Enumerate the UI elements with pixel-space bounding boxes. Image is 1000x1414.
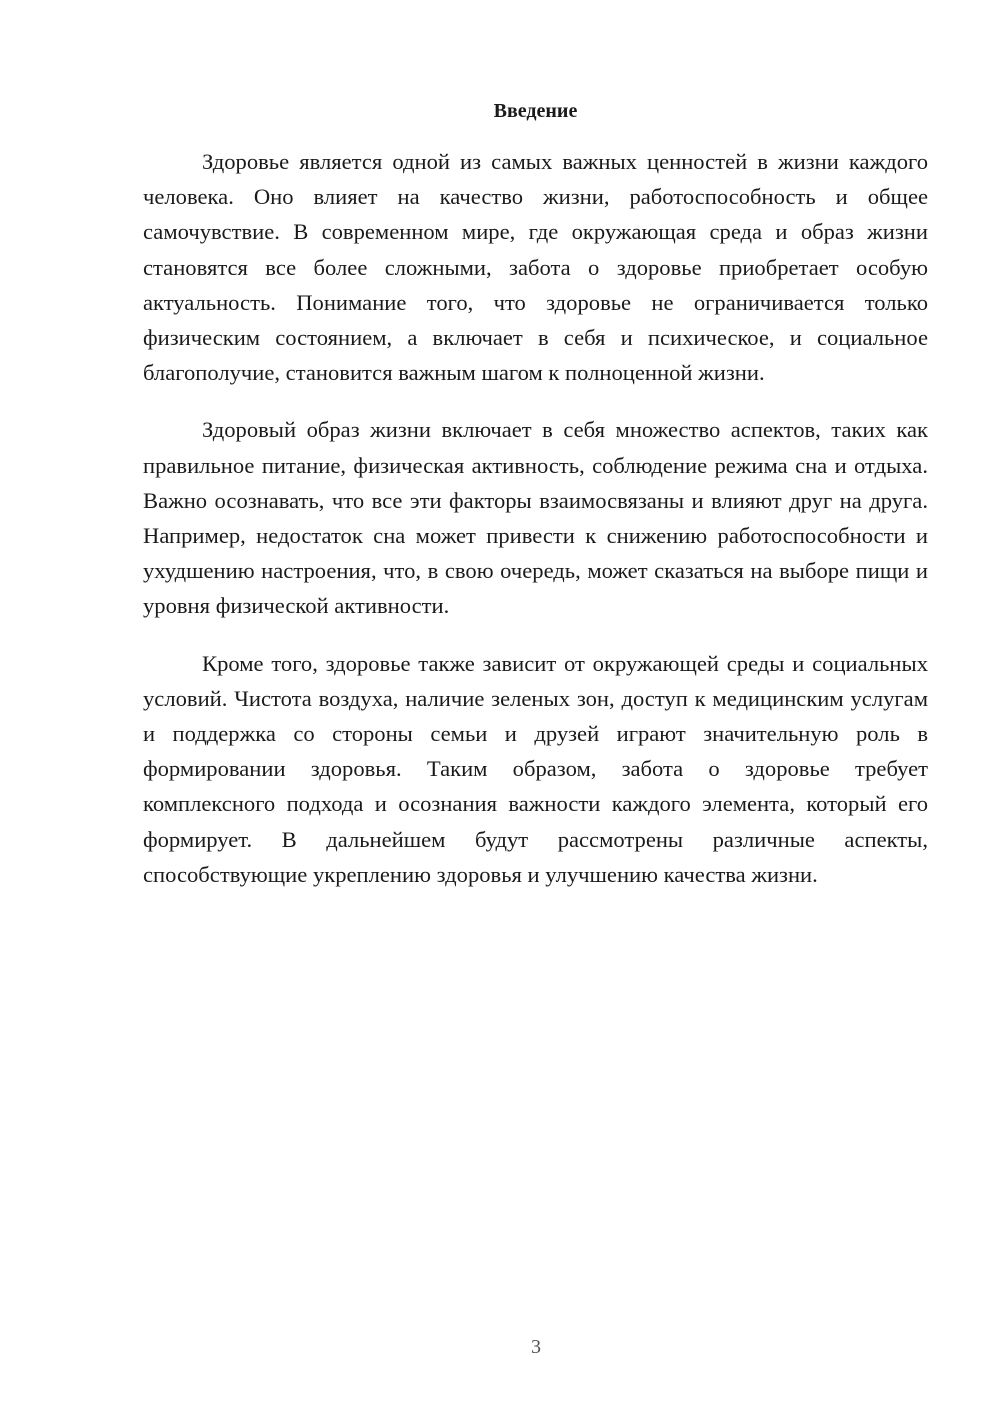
page-number: 3 bbox=[531, 1336, 541, 1358]
paragraph-1: Здоровье является одной из самых важных ценностей в жизни каждого человека. Оно влияет на качество жизни, работоспособность и общее самочувствие. В современном мире, где окружающая среда и образ жизни становятся все более сложными, забота о здоровье приобретает особую актуальность. Понимание того, что здоровье не ограничивается только физическим состоянием, а включает в себя и психическое, и социальное благополучие, становится важным шагом к полноценной жизни. bbox=[143, 149, 928, 386]
section-title: Введение bbox=[493, 100, 578, 122]
paragraph-2: Здоровый образ жизни включает в себя множество аспектов, таких как правильное питание, физическая активность, соблюдение режима сна и отдыха. Важно осознавать, что все эти факторы взаимосвязаны и влияют друг на друга. Например, недостаток сна может привести к снижению работоспособности и ухудшению настроения, что, в свою очередь, может сказаться на выборе пищи и уровня физической активности. bbox=[143, 417, 928, 619]
body-text bbox=[143, 144, 928, 914]
paragraph-3: Кроме того, здоровье также зависит от окружающей среды и социальных условий. Чистота воздуха, наличие зеленых зон, доступ к медицинским услугам и поддержка со стороны семьи и друзей играют значительную роль в формировании здоровья. Таким образом, забота о здоровье требует комплексного подхода и осознания важности каждого элемента, который его формирует. В дальнейшем будут рассмотрены различные аспекты, способствующие укреплению здоровья и улучшению качества жизни. bbox=[143, 650, 928, 887]
